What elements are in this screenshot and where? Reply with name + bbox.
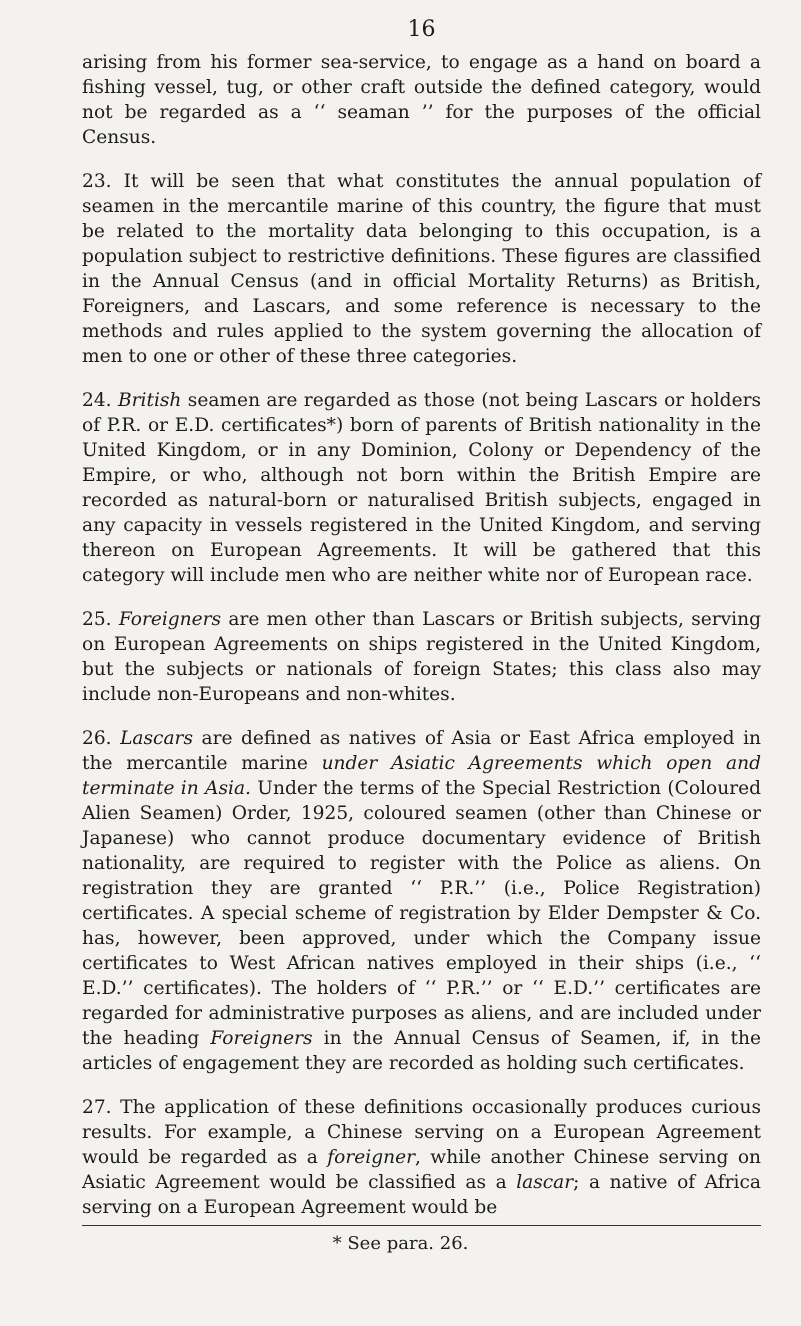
paragraph-text: 24. — [82, 390, 118, 411]
paragraph-text: 23. It will be seen that what constitutes the annual population of seamen in the mercantile marine of this country, the figure that must be related to the mortality data belonging to this occupation, is a population subject to restrictive definitions. These figures are classified in the Annual Census (and in official Mortality Returns) as British, Foreigners, and Lascars, and some reference is necessary to the methods and rules applied to the system governing the allocation of men to one or other of these three categories. — [82, 171, 761, 367]
paragraph-text: Under the terms of the Special Restriction (Coloured Alien Seamen) Order, 1925, coloured seamen (other than Chinese or Japanese) who cannot produce documentary evidence of British nationality, are required to register with the Police as aliens. On registration they are granted ‘‘ P.R.’’ (i.e., Police Registration) certificates. A special scheme of registration by Elder Dempster & Co. has, however, been approved, under which the Company issue certificates to West African natives employed in their ships (i.e., ‘‘ E.D.’’ certificates). The holders of ‘‘ P.R.’’ or ‘‘ E.D.’’ certificates are regarded for administrative purposes as aliens, and are included under the heading — [82, 778, 761, 1049]
paragraph-continued — [82, 50, 761, 150]
paragraph-text: are men other than Lascars or British subjects, serving on European Agreements on ships registered in the United Kingdom, but the subjects or nationals of foreign States; this class also may include non-Europeans and non-whites. — [82, 609, 761, 705]
italic-text: Foreigners — [118, 609, 222, 630]
paragraph-24 — [82, 388, 761, 588]
italic-text: lascar — [516, 1172, 574, 1193]
paragraph-text: 25. — [82, 609, 119, 630]
paragraph-text: are defined as natives of Asia or East Africa employed in the mercantile marine — [82, 728, 761, 774]
paragraph-text: in the Annual Census of Seamen, if, in the articles of engagement they are recorded as holding such certificates. — [82, 1028, 761, 1074]
paragraph-text: seamen are regarded as those (not being Lascars or holders of P.R. or E.D. certificates*) born of parents of British nationality in the United Kingdom, or in any Dominion, Colony or Dependency of the Empire, or who, although not born within the British Empire are recorded as natural-born or naturalised British subjects, engaged in any capacity in vessels registered in the United Kingdom, and serving thereon on European Agreements. It will be gathered that this category will include men who are neither white nor of European race. — [82, 390, 762, 586]
italic-text: under Asiatic Agreements which open and terminate in Asia. — [82, 753, 761, 799]
italic-text: British — [117, 390, 182, 411]
italic-text: Lascars — [120, 728, 193, 749]
italic-text: Foreigners — [210, 1028, 313, 1049]
paragraph-26 — [82, 726, 761, 1076]
footnote: * See para. 26. — [332, 1233, 469, 1254]
paragraph-text: 26. — [82, 728, 121, 749]
paragraph-text: , while another Chinese serving on Asiatic Agreement would be classified as a — [82, 1147, 762, 1193]
paragraph-27 — [82, 1095, 761, 1220]
italic-text: foreigner — [327, 1147, 415, 1168]
paragraph-text: arising from his former sea-service, to engage as a hand on board a fishing vessel, tug, or other craft outside the defined category, would not be regarded as a ‘‘ seaman ’’ for the purposes of the official Census. — [82, 52, 761, 148]
footnote-divider — [82, 1225, 761, 1226]
paragraph-23 — [82, 169, 761, 369]
paragraph-text: ; a native of Africa serving on a European Agreement would be — [82, 1172, 761, 1218]
page-number: 16 — [407, 17, 436, 42]
paragraph-25 — [82, 607, 761, 707]
paragraph-text: 27. The application of these definitions occasionally produces curious results. For example, a Chinese serving on a European Agreement would be regarded as a — [82, 1097, 761, 1168]
